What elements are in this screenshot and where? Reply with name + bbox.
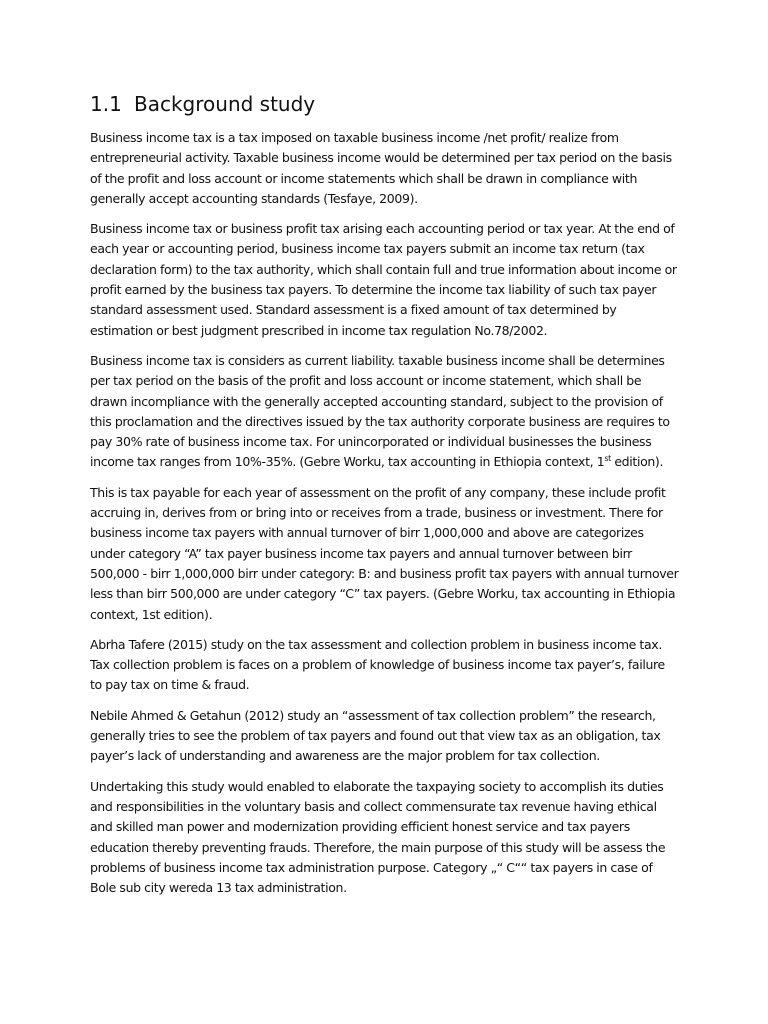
paragraph-3-text-end: edition). [610, 454, 664, 470]
paragraph-4: This is tax payable for each year of assessment on the profit of any company, these include profit accruing in, derives from or bring into or receives from a trade, business or investment. There for business income tax payers with annual turnover of birr 1,000,000 and above are categorizes under category “A” tax payer business income tax payers and annual turnover between birr 500,000 - birr 1,000,000 birr under category: B: and business profit tax payers with annual turnover less than birr 500,000 are under category “C” tax payers. (Gebre Worku, tax accounting in Ethiopia context, 1st edition). [90, 484, 679, 622]
paragraph-6: Nebile Ahmed & Getahun (2012) study an “assessment of tax collection problem” the research, generally tries to see the problem of tax payers and found out that view tax as an obligation, tax payer’s lack of understanding and awareness are the major problem for tax collection. [90, 707, 661, 764]
paragraph-3 [90, 351, 680, 473]
paragraph-5: Abrha Tafere (2015) study on the tax assessment and collection problem in business income tax. Tax collection problem is faces on a problem of knowledge of business income tax payer’s, failure to pay tax on time & fraud. [90, 636, 665, 693]
paragraph-3-text: Business income tax is considers as current liability. taxable business income shall be determines per tax period on the basis of the profit and loss account or income statement, which shall be drawn incompliance with the generally accepted accounting standard, subject to the provision of this proclamation and the directives issued by the tax authority corporate business are requires to pay 30% rate of business income tax. For unincorporated or individual businesses the business income tax ranges from 10%-35%. (Gebre Worku, tax accounting in Ethiopia context, 1 [90, 352, 670, 470]
paragraph-7: Undertaking this study would enabled to elaborate the taxpaying society to accomplish its duties and responsibilities in the voluntary basis and collect commensurate tax revenue having ethical and skilled man power and modernization providing efficient honest service and tax payers education thereby preventing frauds. Therefore, the main purpose of this study will be assess the problems of business income tax administration purpose. Category „“ C““ tax payers in case of Bole sub city wereda 13 tax administration. [90, 778, 666, 896]
superscript-st: st [604, 454, 611, 464]
section-heading [90, 92, 680, 116]
document-page [90, 92, 680, 908]
paragraph-1: Business income tax is a tax imposed on taxable business income /net profit/ realize from entrepreneurial activity. Taxable business income would be determined per tax period on the basis of the profit and loss account or income statements which shall be drawn in compliance with generally accept accounting standards (Tesfaye, 2009). [90, 130, 672, 206]
section-title: Background study [134, 92, 316, 116]
paragraph-2: Business income tax or business profit tax arising each accounting period or tax year. At the end of each year or accounting period, business income tax payers submit an income tax return (tax declaration form) to the tax authority, which shall contain full and true information about income or profit earned by the business tax payers. To determine the income tax liability of such tax payer standard assessment used. Standard assessment is a fixed amount of tax determined by estimation or best judgment prescribed in income tax regulation No.78/2002. [90, 221, 677, 338]
section-number: 1.1 [90, 92, 122, 116]
